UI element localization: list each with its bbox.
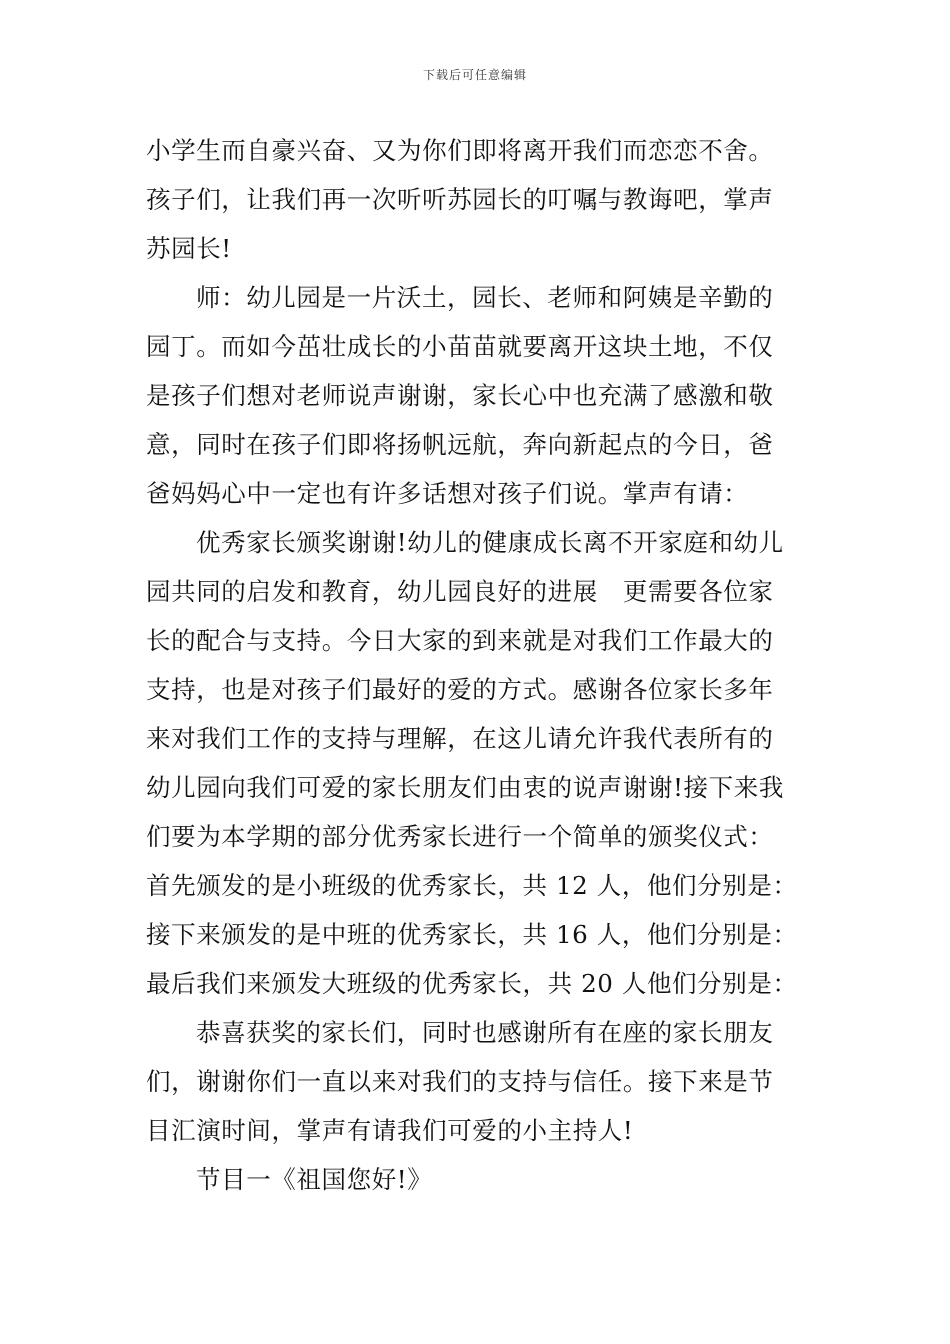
text-line: 园共同的启发和教育，幼儿园良好的进展 更需要各位家 xyxy=(146,577,774,606)
text-line: 幼儿园向我们可爱的家长朋友们由衷的说声谢谢!接下来我 xyxy=(146,773,784,802)
text-line: 恭喜获奖的家长们，同时也感谢所有在座的家长朋友 xyxy=(196,1018,774,1047)
text-line: 最后我们来颁发大班级的优秀家长，共 20 人他们分别是： xyxy=(146,969,798,998)
text-line: 孩子们，让我们再一次听听苏园长的叮嘱与教诲吧，掌声 xyxy=(146,185,774,214)
text-line: 们，谢谢你们一直以来对我们的支持与信任。接下来是节 xyxy=(146,1067,774,1096)
text-line: 意，同时在孩子们即将扬帆远航，奔向新起点的今日，爸 xyxy=(146,430,774,459)
text-line: 是孩子们想对老师说声谢谢，家长心中也充满了感激和敬 xyxy=(146,381,774,410)
text-line: 接下来颁发的是中班的优秀家长，共 16 人，他们分别是： xyxy=(146,920,798,949)
text-line: 苏园长! xyxy=(146,234,232,263)
text-line: 优秀家长颁奖谢谢!幼儿的健康成长离不开家庭和幼儿 xyxy=(196,528,784,557)
text-line: 园丁。而如今茁壮成长的小苗苗就要离开这块土地，不仅 xyxy=(146,332,774,361)
text-line: 节目一《祖国您好!》 xyxy=(196,1165,433,1194)
text-line: 首先颁发的是小班级的优秀家长，共 12 人，他们分别是： xyxy=(146,871,798,900)
text-line: 目汇演时间，掌声有请我们可爱的小主持人! xyxy=(146,1116,634,1145)
text-line: 来对我们工作的支持与理解，在这儿请允许我代表所有的 xyxy=(146,724,774,753)
text-line: 支持，也是对孩子们最好的爱的方式。感谢各位家长多年 xyxy=(146,675,774,704)
page-header: 下载后可任意编辑 xyxy=(422,68,527,82)
document-body xyxy=(146,126,806,1204)
text-line: 们要为本学期的部分优秀家长进行一个简单的颁奖仪式： xyxy=(146,822,774,851)
text-line: 师：幼儿园是一片沃土，园长、老师和阿姨是辛勤的 xyxy=(196,283,774,312)
text-line: 小学生而自豪兴奋、又为你们即将离开我们而恋恋不舍。 xyxy=(146,136,774,165)
text-line: 爸妈妈心中一定也有许多话想对孩子们说。掌声有请： xyxy=(146,479,749,508)
text-line: 长的配合与支持。今日大家的到来就是对我们工作最大的 xyxy=(146,626,774,655)
